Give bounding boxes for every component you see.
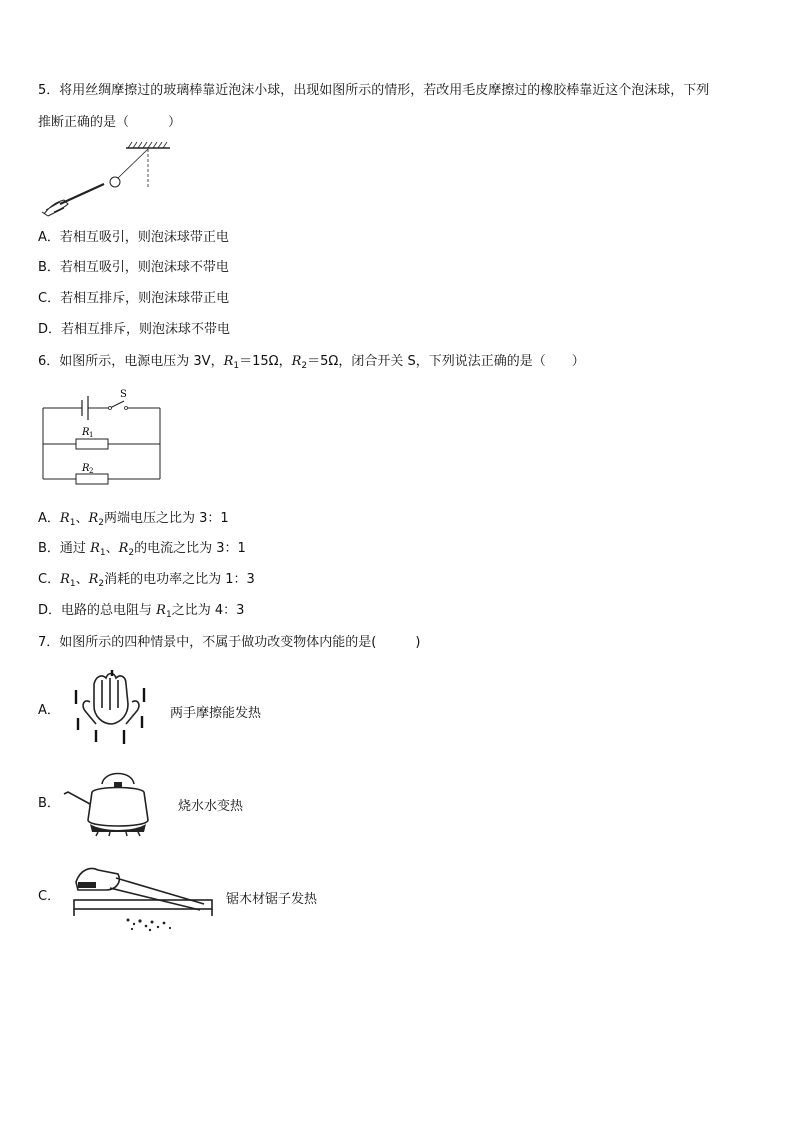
q6-option-a: A．$R_1$、$R_2$两端电压之比为 3：1: [38, 511, 229, 528]
charged-rod-pendulum-figure: [38, 140, 178, 220]
r2-label-sub: 2: [89, 467, 94, 475]
q5-stem-line1: 5．将用丝绸摩擦过的玻璃棒靠近泡沫小球，出现如图所示的情形，若改用毛皮摩擦过的橡胶棒靠近这个泡沫球，下列: [38, 83, 710, 98]
q7-option-c-caption: 锯木材锯子发热: [226, 892, 318, 907]
q7-stem: 7．如图所示的四种情景中，不属于做功改变物体内能的是( ): [38, 635, 421, 650]
q6-option-b: B．通过 $R_1$、$R_2$的电流之比为 3：1: [38, 541, 246, 558]
r1-label: R: [82, 427, 90, 438]
q5-option-b: B．若相互吸引，则泡沫球不带电: [38, 260, 229, 275]
q7-option-b-letter: B．: [38, 796, 60, 811]
kettle-icon: [62, 764, 170, 838]
q5-option-d: D．若相互排斥，则泡沫球不带电: [38, 322, 231, 337]
saw-icon: [66, 860, 216, 936]
q6-option-d: D．电路的总电阻与 $R_1$之比为 4：3: [38, 603, 245, 620]
q6-stem: 6．如图所示，电源电压为 3V，$R_1=15\Omega$，$R_2=5\Omega$，闭合开关 S，下列说法正确的是（ ）: [38, 354, 585, 371]
switch-label: S: [120, 389, 127, 400]
parallel-circuit-diagram: [38, 384, 168, 496]
q7-option-c-letter: C．: [38, 889, 61, 904]
q7-option-a-caption: 两手摩擦能发热: [170, 706, 262, 721]
q5-stem-line2: 推断正确的是（ ）: [38, 115, 182, 130]
r1-label-sub: 1: [89, 431, 94, 439]
q5-option-c: C．若相互排斥，则泡沫球带正电: [38, 291, 230, 306]
q6-option-c: C．$R_1$、$R_2$消耗的电功率之比为 1：3: [38, 572, 255, 589]
q5-option-a: A．若相互吸引，则泡沫球带正电: [38, 230, 229, 245]
hands-rubbing-icon: [66, 668, 156, 748]
r2-label: R: [82, 463, 90, 474]
q7-option-b-caption: 烧水水变热: [178, 799, 244, 814]
q7-option-a-letter: A．: [38, 703, 60, 718]
